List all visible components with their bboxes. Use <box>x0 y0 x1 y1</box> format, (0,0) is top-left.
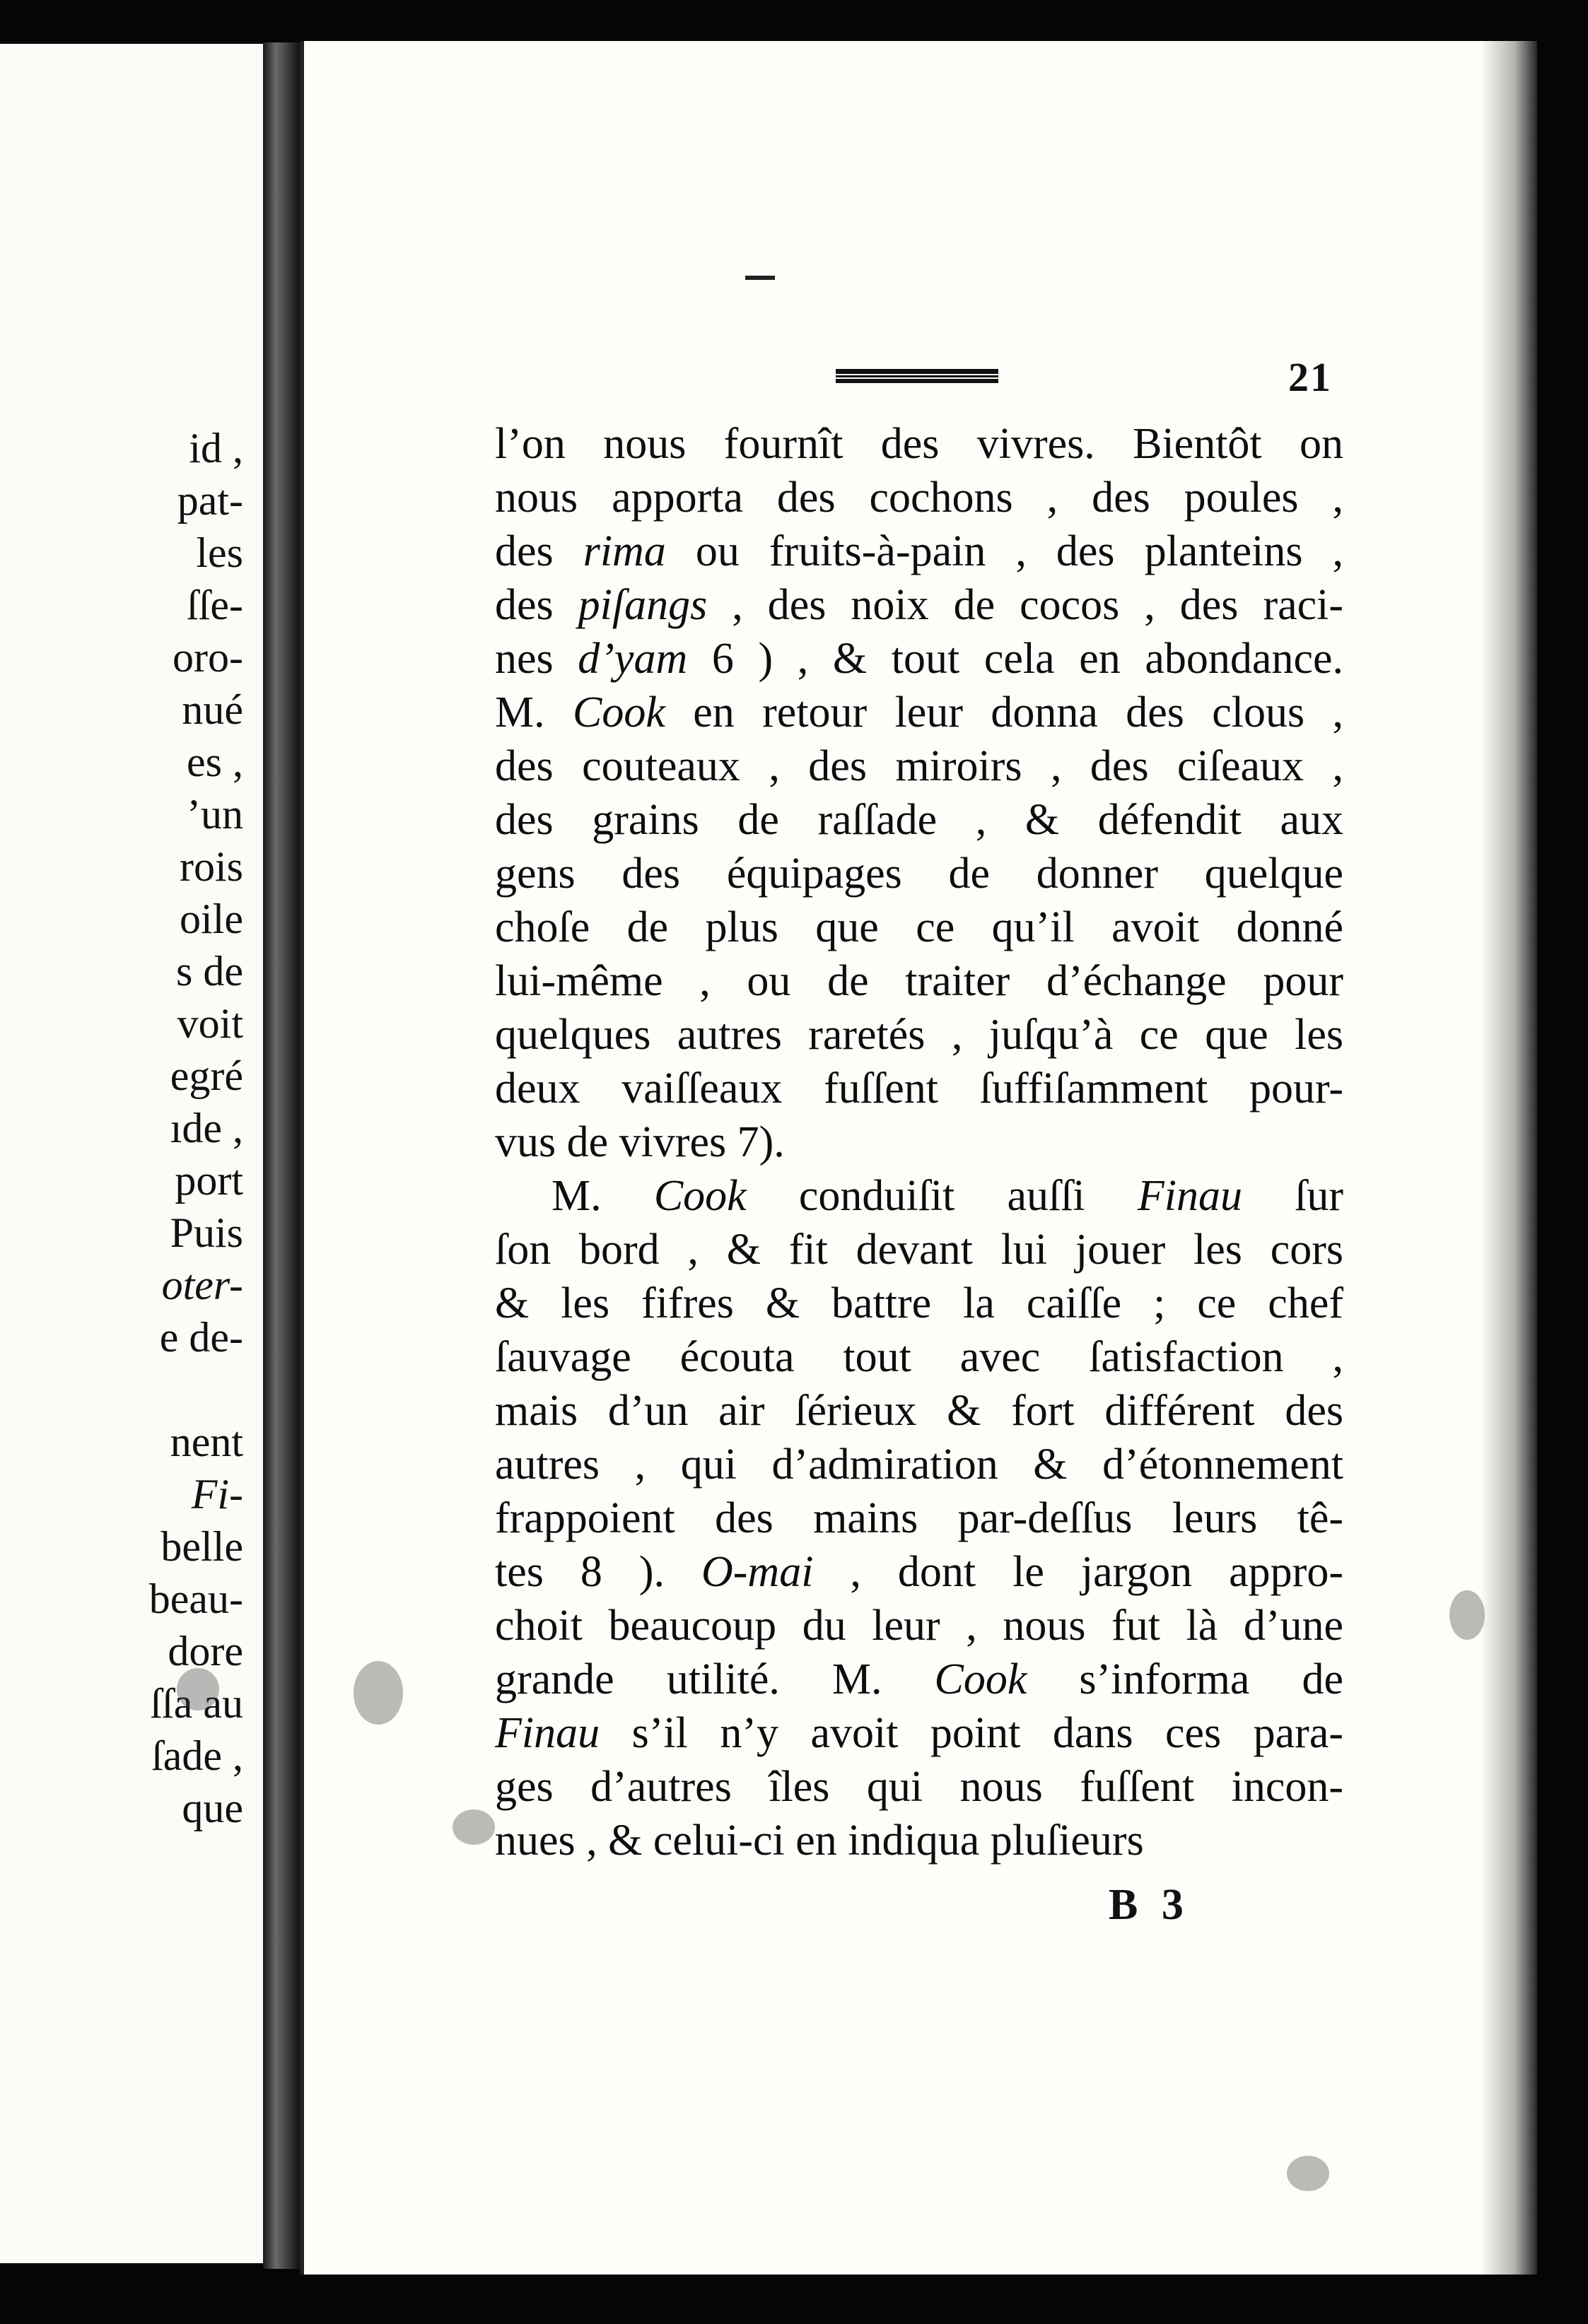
text-line <box>495 1062 1343 1115</box>
text-run: ges d’autres îles qui nous fuſſent incon- <box>495 1763 1343 1811</box>
text-run: ſon bord , & fit devant lui jouer les cors <box>495 1226 1343 1274</box>
page-edge-shadow <box>1481 41 1537 2275</box>
text-run: des <box>495 581 578 629</box>
signature-mark: B 3 <box>1109 1881 1184 1929</box>
text-run: M. <box>495 688 573 736</box>
facing-page-line: pat- <box>177 477 243 524</box>
italic-run: Cook <box>573 688 665 736</box>
text-run: M. <box>551 1172 654 1220</box>
facing-page-line: ſſa au <box>150 1680 243 1727</box>
text-run: des couteaux , des miroirs , des ciſeaux , <box>495 742 1343 790</box>
facing-page-line: e de- <box>159 1314 243 1361</box>
text-line <box>495 1491 1343 1545</box>
text-line <box>495 524 1343 578</box>
text-run: ſauvage écouta tout avec ſatisfaction , <box>495 1333 1343 1381</box>
text-run: l’on nous fournît des vivres. Bientôt on <box>495 420 1343 468</box>
facing-page-line: nent <box>170 1419 243 1465</box>
text-run: en retour leur donna des clous , <box>665 688 1343 736</box>
facing-page-line: Fi- <box>191 1471 243 1518</box>
text-line <box>495 1545 1343 1599</box>
text-line <box>495 686 1343 739</box>
facing-page-line: dore <box>168 1628 243 1674</box>
text-line <box>495 1330 1343 1384</box>
facing-page-line: port <box>175 1157 243 1204</box>
text-run: des grains de raſſade , & défendit aux <box>495 796 1343 844</box>
text-run: conduiſit auſſi <box>746 1172 1138 1220</box>
text-run: , dont le jargon appro- <box>813 1548 1343 1596</box>
text-run: deux vaiſſeaux fuſſent ſuffiſamment pour- <box>495 1064 1343 1113</box>
text-run: nes <box>495 635 578 683</box>
facing-page-line: voit <box>177 1000 243 1047</box>
text-run: choſe de plus que ce qu’il avoit donné <box>495 903 1343 951</box>
facing-page-line: nué <box>182 686 243 733</box>
text-line <box>495 847 1343 900</box>
rule-bar <box>836 379 998 383</box>
text-line <box>495 1115 1343 1169</box>
facing-page-line: Puis <box>170 1209 243 1256</box>
text-run: s’il n’y avoit point dans ces para- <box>600 1709 1343 1757</box>
text-line <box>495 1814 1343 1867</box>
text-line <box>495 954 1343 1008</box>
italic-run: O-mai <box>701 1548 814 1596</box>
text-run: autres , qui d’admiration & d’étonnement <box>495 1440 1343 1489</box>
text-run: des <box>495 527 583 575</box>
text-line <box>495 578 1343 632</box>
italic-run: Cook <box>653 1172 747 1220</box>
facing-page-line: que <box>182 1785 243 1831</box>
text-line <box>495 1653 1343 1706</box>
book-gutter <box>263 42 300 2269</box>
facing-page <box>0 44 267 2263</box>
facing-page-line: ’un <box>187 791 243 838</box>
facing-page-line: ſſe- <box>187 582 243 628</box>
foxing-spot <box>1449 1590 1485 1640</box>
facing-page-line: beau- <box>148 1575 243 1622</box>
facing-page-line: s de <box>176 948 243 994</box>
text-run: frappoient des mains par-deſſus leurs tê- <box>495 1494 1343 1542</box>
italic-run: Cook <box>934 1655 1027 1703</box>
foxing-spot <box>354 1661 403 1725</box>
text-run: 6 ) , & tout cela en abondance. <box>687 635 1343 683</box>
facing-page-line: id , <box>189 425 243 471</box>
text-line <box>495 1438 1343 1491</box>
text-line <box>495 1599 1343 1653</box>
text-run: nous apporta des cochons , des poules , <box>495 474 1343 522</box>
text-line <box>495 471 1343 524</box>
facing-page-line: belle <box>160 1523 243 1570</box>
facing-page-line: oile <box>180 896 243 942</box>
text-line <box>495 1169 1343 1223</box>
text-run: choit beaucoup du leur , nous fut là d’une <box>495 1602 1343 1650</box>
facing-page-line: les <box>196 529 243 576</box>
facing-page-line: egré <box>170 1052 243 1099</box>
text-run: mais d’un air ſérieux & fort différent des <box>495 1387 1343 1435</box>
text-run: gens des équipages de donner quelque <box>495 850 1343 898</box>
rule-bar <box>836 375 998 377</box>
page-number: 21 <box>1288 354 1332 400</box>
text-line <box>495 417 1343 471</box>
text-run: vus de vivres 7). <box>495 1118 785 1166</box>
rule-bar <box>836 369 998 374</box>
text-run: & les fifres & battre la caiſſe ; ce chef <box>495 1279 1343 1327</box>
text-run: lui-même , ou de traiter d’échange pour <box>495 957 1343 1005</box>
text-line <box>495 793 1343 847</box>
italic-run: piſangs <box>578 581 708 629</box>
header-ornament-rule <box>836 369 998 383</box>
foxing-spot <box>1287 2156 1329 2191</box>
text-run: s’informa de <box>1027 1655 1343 1703</box>
italic-run: d’yam <box>578 635 688 683</box>
text-line <box>495 1384 1343 1438</box>
text-line <box>495 1760 1343 1814</box>
text-run: nues , & celui-ci en indiqua pluſieurs <box>495 1817 1144 1865</box>
text-run: tes 8 ). <box>495 1548 702 1596</box>
ink-mark <box>745 276 775 280</box>
facing-page-line: es , <box>187 739 243 785</box>
facing-page-line: ſade , <box>151 1732 243 1779</box>
italic-run: rima <box>583 527 666 575</box>
facing-page-line: oter- <box>161 1262 243 1308</box>
text-line <box>495 900 1343 954</box>
text-run: , des noix de cocos , des raci- <box>707 581 1343 629</box>
facing-page-line: oro- <box>173 634 243 681</box>
text-run: ſur <box>1242 1172 1344 1220</box>
facing-page-line: rois <box>180 843 243 890</box>
facing-page-line: ıde , <box>170 1105 243 1151</box>
foxing-spot <box>453 1809 495 1845</box>
italic-run: Finau <box>1137 1172 1242 1220</box>
text-run: ou fruits-à-pain , des planteins , <box>665 527 1343 575</box>
text-run: quelques autres raretés , juſqu’à ce que les <box>495 1011 1343 1059</box>
text-line <box>495 1008 1343 1062</box>
text-run: grande utilité. M. <box>495 1655 935 1703</box>
body-text <box>495 417 1343 1867</box>
text-line <box>495 1706 1343 1760</box>
text-line <box>495 1277 1343 1330</box>
foxing-spot <box>177 1668 219 1710</box>
text-line <box>495 632 1343 686</box>
text-line <box>495 1223 1343 1277</box>
italic-run: Finau <box>495 1709 600 1757</box>
text-line <box>495 739 1343 793</box>
